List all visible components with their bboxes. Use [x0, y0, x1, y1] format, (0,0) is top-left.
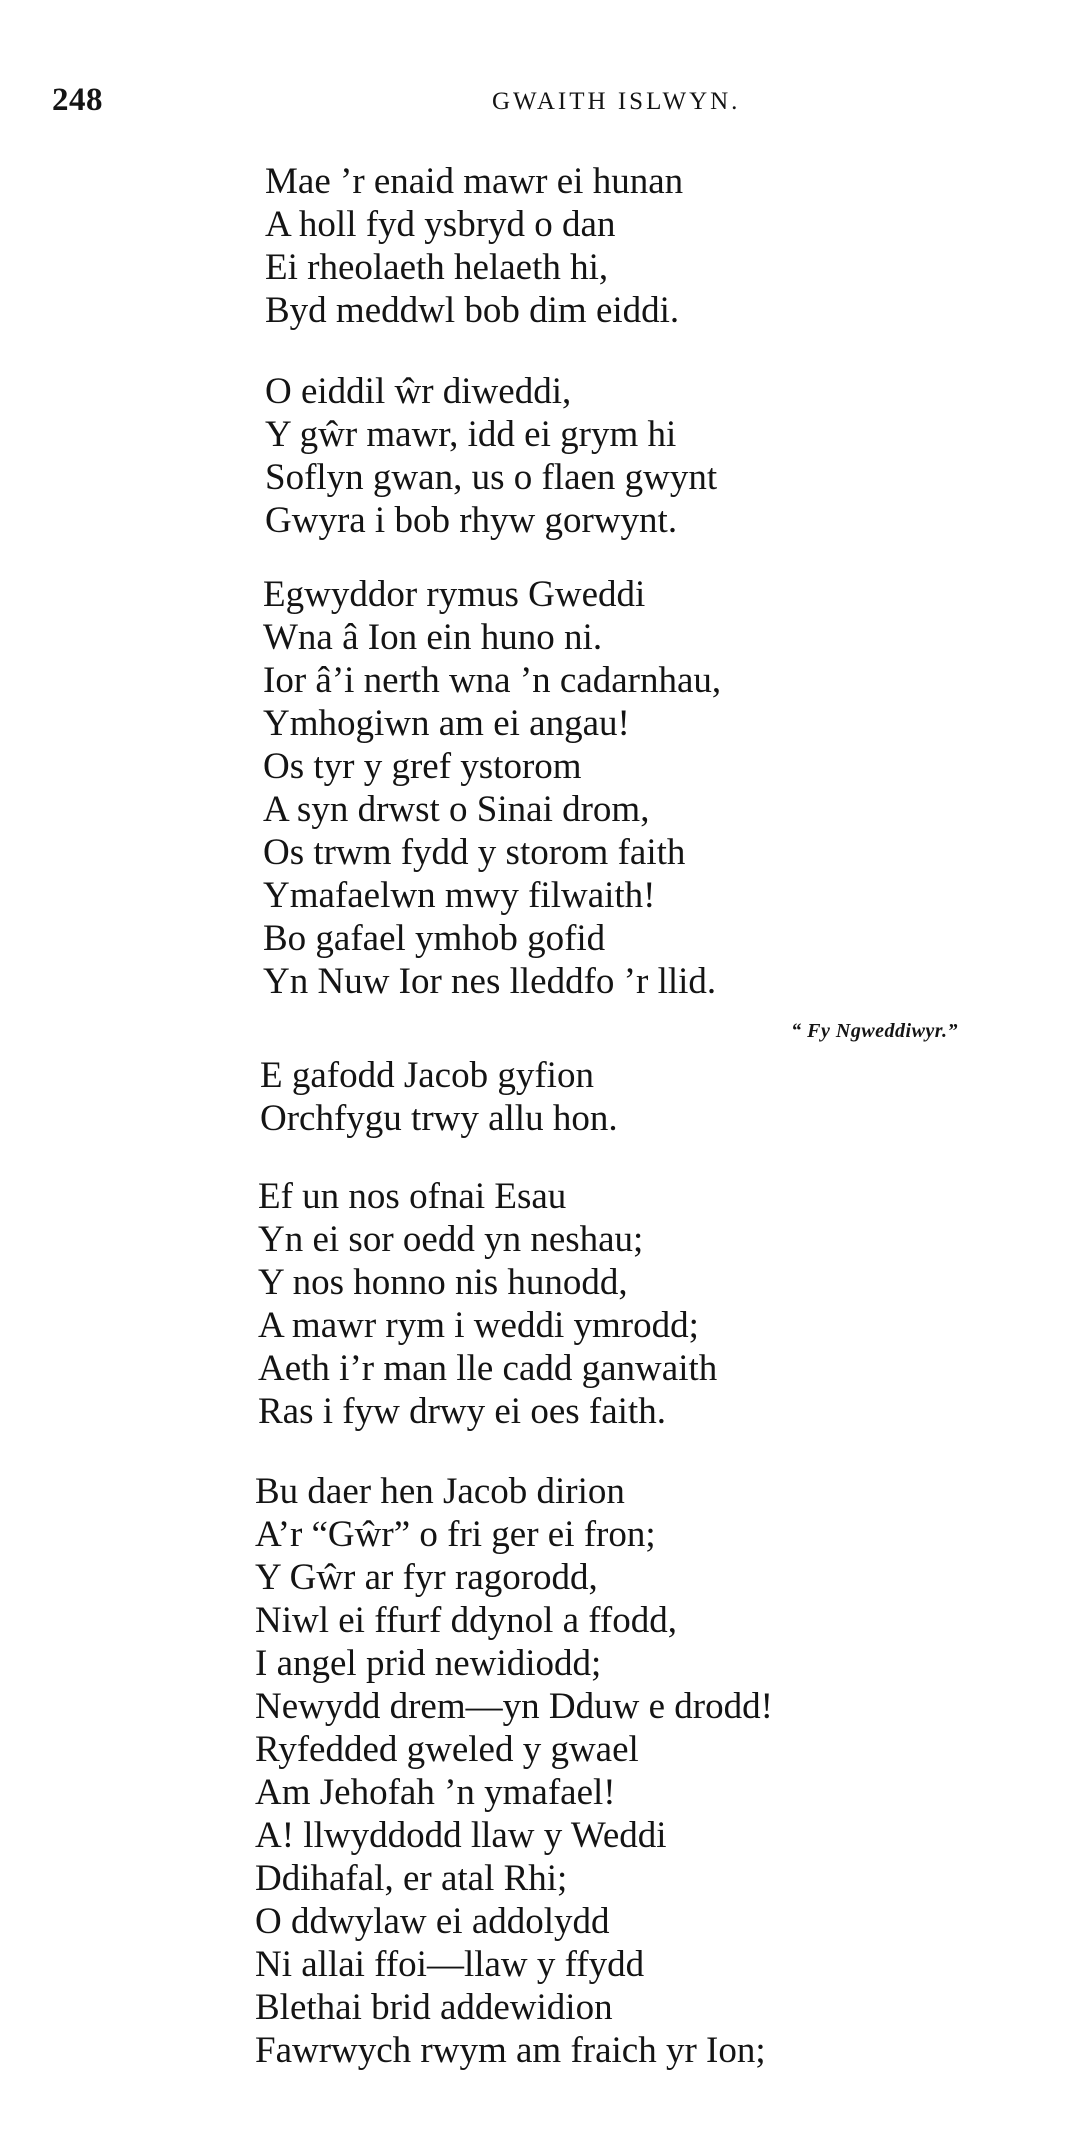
stanza-6 [255, 1470, 773, 2072]
page-header [0, 82, 1066, 122]
verse-line: Niwl ei ffurf ddynol a ffodd, [255, 1600, 677, 1641]
verse-line: O eiddil ŵr diweddi, [265, 371, 572, 412]
verse-line: Bo gafael ymhob gofid [263, 918, 606, 959]
stanza-4 [260, 1054, 618, 1140]
verse-line: Ei rheolaeth helaeth hi, [265, 247, 609, 288]
stanza-3 [263, 573, 721, 1003]
attribution: “ Fy Ngweddiwyr.” [791, 1020, 958, 1042]
verse-line: Newydd drem—yn Dduw e drodd! [255, 1686, 773, 1727]
verse-line: A! llwyddodd llaw y Weddi [255, 1815, 667, 1856]
verse-line: Orchfygu trwy allu hon. [260, 1098, 618, 1139]
verse-line: Ymafaelwn mwy filwaith! [263, 875, 656, 916]
verse-line: A’r “Gŵr” o fri ger ei fron; [255, 1514, 656, 1555]
verse-line: Ef un nos ofnai Esau [258, 1176, 567, 1217]
verse-line: Os trwm fydd y storom faith [263, 832, 686, 873]
page-number: 248 [52, 82, 103, 118]
verse-line: Gwyra i bob rhyw gorwynt. [265, 500, 678, 541]
verse-line: Blethai brid addewidion [255, 1987, 613, 2028]
verse-line: Ior â’i nerth wna ’n cadarnhau, [263, 660, 722, 701]
stanza-5 [258, 1175, 717, 1433]
verse-line: Ni allai ffoi—llaw y ffydd [255, 1944, 645, 1985]
verse-line: Y nos honno nis hunodd, [258, 1262, 628, 1303]
verse-line: Y Gŵr ar fyr ragorodd, [255, 1557, 598, 1598]
verse-line: I angel prid newidiodd; [255, 1643, 602, 1684]
verse-line: Os tyr y gref ystorom [263, 746, 582, 787]
verse-line: Ymhogiwn am ei angau! [263, 703, 630, 744]
verse-line: E gafodd Jacob gyfion [260, 1055, 594, 1096]
verse-line: Ddihafal, er atal Rhi; [255, 1858, 568, 1899]
verse-line: Ras i fyw drwy ei oes faith. [258, 1391, 666, 1432]
verse-line: A syn drwst o Sinai drom, [263, 789, 650, 830]
verse-line: Soflyn gwan, us o flaen gwynt [265, 457, 718, 498]
verse-line: Bu daer hen Jacob dirion [255, 1471, 625, 1512]
verse-line: Yn ei sor oedd yn neshau; [258, 1219, 644, 1260]
verse-line: Am Jehofah ’n ymafael! [255, 1772, 616, 1813]
verse-line: Egwyddor rymus Gweddi [263, 574, 646, 615]
verse-line: Yn Nuw Ior nes lleddfo ’r llid. [263, 961, 717, 1002]
verse-line: Wna â Ion ein huno ni. [263, 617, 603, 658]
verse-line: A mawr rym i weddi ymrodd; [258, 1305, 699, 1346]
verse-line: Fawrwych rwym am fraich yr Ion; [255, 2030, 766, 2071]
verse-line: Byd meddwl bob dim eiddi. [265, 290, 680, 331]
stanza-2 [265, 370, 717, 542]
verse-line: O ddwylaw ei addolydd [255, 1901, 610, 1942]
verse-line: Aeth i’r man lle cadd ganwaith [258, 1348, 718, 1389]
stanza-1 [265, 160, 683, 332]
verse-line: Ryfedded gweled y gwael [255, 1729, 639, 1770]
verse-line: Y gŵr mawr, idd ei grym hi [265, 414, 677, 455]
running-title: GWAITH ISLWYN. [492, 88, 741, 115]
verse-line: Mae ’r enaid mawr ei hunan [265, 161, 684, 202]
verse-line: A holl fyd ysbryd o dan [265, 204, 616, 245]
